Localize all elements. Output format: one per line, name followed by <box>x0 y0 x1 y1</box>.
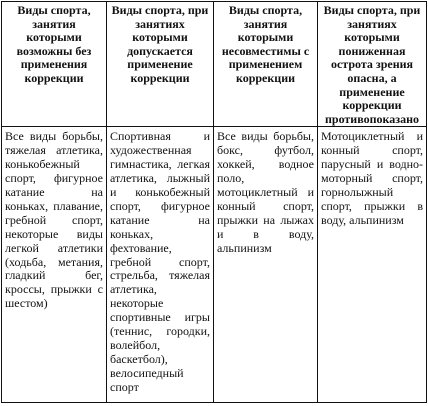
cell-correction-allowed <box>107 127 214 403</box>
header-correction-contraindicated: Виды спорта, при занятиях которыми пониженная острота зрения опасна, а применение коррекции противопоказано <box>318 2 427 127</box>
sports-vision-table <box>1 1 427 403</box>
table-header-row <box>2 2 427 127</box>
cell-text: Мотоциклетный и конный спорт, парусный и водно-моторный спорт, горнолыжный спорт, прыжки в воду, альпинизм <box>321 129 423 227</box>
header-correction-allowed: Виды спорта, при занятиях которыми допускается применение коррекции <box>107 2 214 127</box>
table-row <box>2 127 427 403</box>
cell-correction-incompatible <box>214 127 318 403</box>
cell-correction-contraindicated <box>318 127 427 403</box>
cell-text: Спортивная и художественная гимнастика, легкая атлетика, лыжный и конькобежный спорт, фигурное катание на коньках, фехтование, гребной спорт, стрельба, тяжелая атлетика, некоторые спортивные игры (теннис, городки, волейбол, баскетбол), велосипедный спорт <box>110 129 210 394</box>
cell-text: Все виды борьбы, бокс, футбол, хоккей, водное поло, мотоциклетный и конный спорт, прыжки на лыжах и в воду, альпинизм <box>217 129 314 255</box>
cell-no-correction <box>2 127 107 403</box>
header-no-correction: Виды спорта, занятия которыми возможны без применения коррекции <box>2 2 107 127</box>
header-correction-incompatible: Виды спорта, занятия которыми несовместимы с применением коррекции <box>214 2 318 127</box>
cell-text: Все виды борьбы, тяжелая атлетика, конькобежный спорт, фигурное катание на коньках, плавание, гребной спорт, некоторые виды легкой атлетики (ходьба, метания, гладкий бег, кроссы, прыжки с шестом) <box>5 129 103 311</box>
